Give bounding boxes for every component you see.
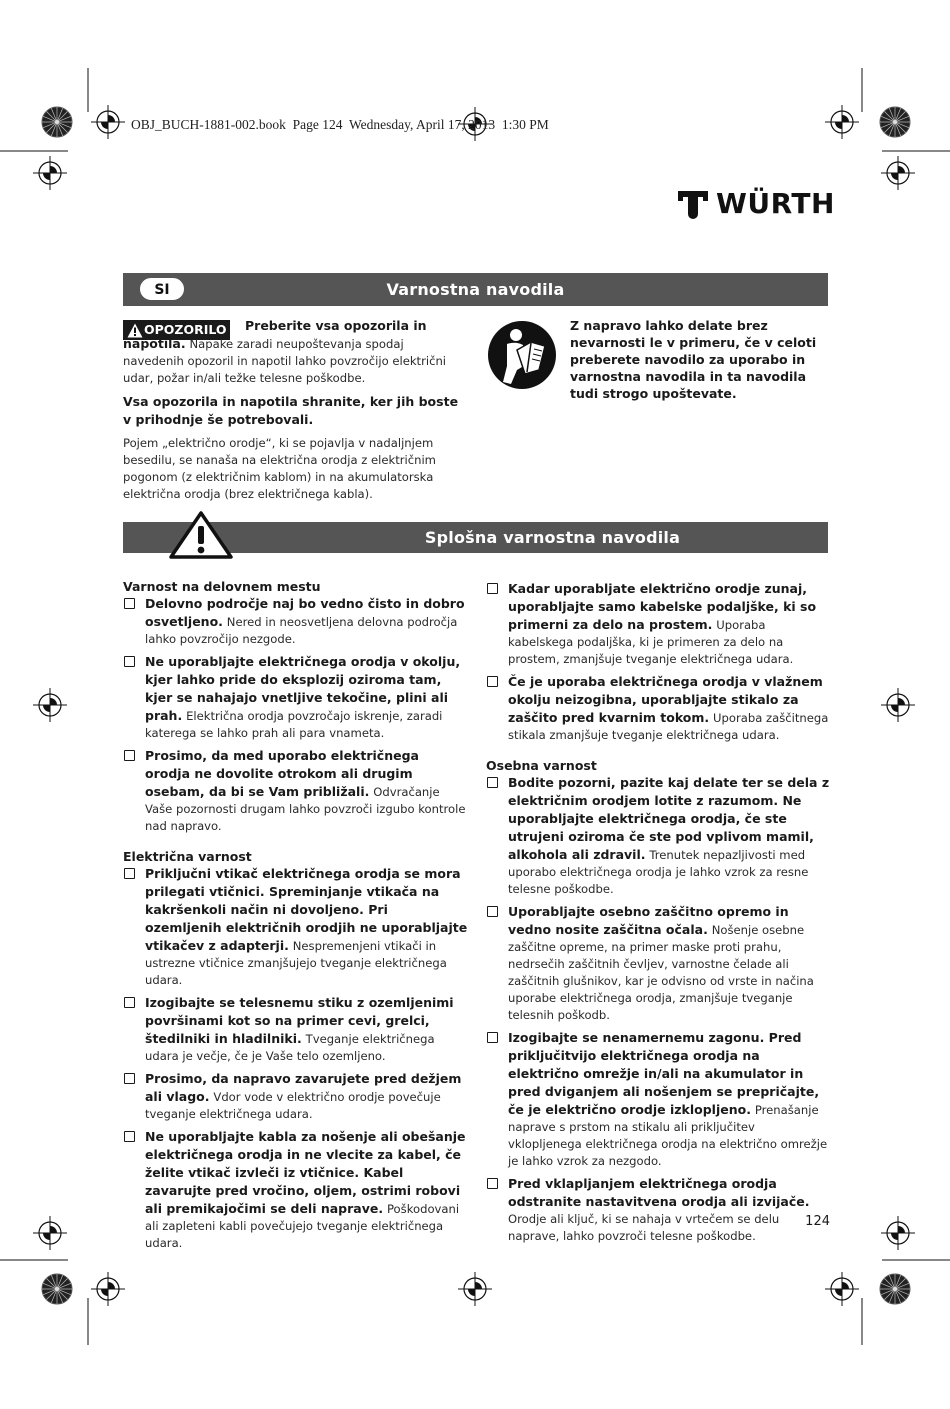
page-number: 124: [805, 1214, 830, 1229]
checkbox-icon: [124, 750, 135, 761]
list-item: Bodite pozorni, pazite kaj delate ter se dela z električnim orodjem lotite z razumom. Ne uporabljajte električnega orodja, če ste utrujeni oziroma če ste pod vplivom mamil, alkohola ali zdravil. Trenutek nepazljivosti med uporabo električnega orodja je lahko vzrok za resne telesne poškodbe.: [486, 774, 831, 898]
section1-left-column: [123, 317, 463, 503]
checkbox-icon: [487, 1032, 498, 1043]
list-item: Ne uporabljajte kabla za nošenje ali obešanje električnega orodja in ne vlecite za kabel, če želite vtikač izvleči iz vtičnice. Kabel zavarujte pred vročino, oljem, ostrimi robovi ali premikajočimi se deli naprave. Poškodovani ali zapleteni kabli povečujejo tveganje električnega udara.: [123, 1128, 468, 1252]
manual-notice: Z napravo lahko delate brez nevarnosti le v primeru, če v celoti preberete navodilo za uporabo in varnostna navodila in ta navodila tudi strogo upoštevate.: [570, 318, 817, 401]
warning-label: OPOZORILO: [144, 322, 227, 337]
list-item: Uporabljajte osebno zaščitno opremo in vedno nosite zaščitna očala. Nošenje osebne zaščitne opreme, na primer maske proti prahu, nedrsečih zaščitnih čevljev, varnostne čelade ali zaščitnih glušnikov, kar je odvisno od vrste in načina uporabe električnega orodja, zmanjšuje tveganje telesnih poškodb.: [486, 903, 831, 1024]
section2-right-column: [486, 580, 831, 1245]
checkbox-icon: [124, 997, 135, 1008]
checkbox-icon: [487, 583, 498, 594]
read-manual-icon: [487, 320, 557, 390]
section-title: Varnostna navodila: [386, 280, 565, 299]
list-item: Delovno področje naj bo vedno čisto in dobro osvetljeno. Nered in neosvetljena delovna področja lahko povzročijo nezgode.: [123, 595, 468, 648]
checkbox-icon: [124, 1131, 135, 1142]
keep-notice: Vsa opozorila in napotila shranite, ker jih boste v prihodnje še potrebovali.: [123, 394, 459, 427]
list-item: Prosimo, da napravo zavarujete pred dežjem ali vlago. Vdor vode v električno orodje povečuje tveganje električnega udara.: [123, 1070, 468, 1123]
list-item: Izogibajte se telesnemu stiku z ozemljenimi površinami kot so na primer cevi, grelci, štedilniki in hladilniki. Tveganje električnega udara je večje, če je Vaše telo ozemljeno.: [123, 994, 468, 1065]
section-banner-safety: [123, 273, 828, 306]
checkbox-icon: [124, 868, 135, 879]
intro-text: Napake zaradi neupoštevanja spodaj navedenih opozoril in napotil lahko povzročijo električni udar, požar in/ali težke telesne poškodbe.: [123, 337, 447, 385]
list-item: Pred vklapljanjem električnega orodja odstranite nastavitvena orodja ali izvijače. Orodje ali ključ, ki se nahaja v vrtečem se delu naprave, lahko povzroči telesne poškodbe.: [486, 1175, 831, 1245]
list-item: Če je uporaba električnega orodja v vlažnem okolju neizogibna, uporabljajte stikalo za zaščito pred kvarnim tokom. Uporaba zaščitnega stikala zmanjšuje tveganje električnega udara.: [486, 673, 831, 744]
checkbox-icon: [124, 656, 135, 667]
checkbox-icon: [124, 598, 135, 609]
wurth-logo: [676, 187, 835, 224]
wurth-logo-icon: [676, 188, 710, 222]
book-info-line: OBJ_BUCH-1881-002.book Page 124 Wednesday, April 17, 2013 1:30 PM: [131, 117, 549, 132]
checkbox-icon: [124, 1073, 135, 1084]
list-item: Prosimo, da med uporabo električnega orodja ne dovolite otrokom ali drugim osebam, da bi se Vam približali. Odvračanje Vaše pozornosti drugam lahko povzroči izgubo kontrole nad napravo.: [123, 747, 468, 835]
language-badge-label: SI: [154, 282, 170, 298]
subheading-personal: Osebna varnost: [486, 758, 597, 773]
list-item: Kadar uporabljate električno orodje zunaj, uporabljajte samo kabelske podaljške, ki so primerni za delo na prostem. Uporaba kabelskega podaljška, ki je primeren za delo na prostem, zmanjšuje tveganje električnega udara.: [486, 580, 831, 668]
list-item: Izogibajte se nenamernemu zagonu. Pred priključitvijo električnega orodja na električno omrežje in/ali na akumulator in pred dviganjem ali nošenjem se prepričajte, če je električno orodje izklopljeno. Prenašanje naprave s prstom na stikalu ali priključitev vklopljenega električnega orodja na električno omrežje je lahko vzrok za nezgodo.: [486, 1029, 831, 1170]
checkbox-icon: [487, 777, 498, 788]
list-item: Ne uporabljajte električnega orodja v okolju, kjer lahko pride do eksplozij oziroma tam, kjer se nahajajo vnetljive tekočine, plini ali prah. Električna orodja povzročajo iskrenje, zaradi katerega se lahko prah ali para vnameta.: [123, 653, 468, 742]
section2-left-column: [123, 578, 468, 1252]
checkbox-icon: [487, 906, 498, 917]
subheading-electrical: Električna varnost: [123, 849, 252, 864]
warning-triangle-icon: [168, 510, 234, 560]
subheading-workplace: Varnost na delovnem mestu: [123, 579, 321, 594]
banner-triangle-holder: [168, 510, 234, 560]
section-title: Splošna varnostna navodila: [424, 528, 681, 547]
term-definition: Pojem „električno orodje“, ki se pojavlja v nadaljnjem besedilu, se nanaša na električna orodja z električnim pogonom (z električnim kablom) in na akumulatorska električna orodja (brez električnega kabla).: [123, 436, 436, 501]
checkbox-icon: [487, 676, 498, 687]
checkbox-icon: [487, 1178, 498, 1189]
brand-name: WÜRTH: [716, 187, 835, 220]
intro-bold: Preberite vsa opozorila in napotila.: [123, 318, 427, 351]
list-item: Priključni vtikač električnega orodja se mora prilegati vtičnici. Spreminjanje vtikača na kakršenkoli način ni dovoljeno. Pri ozemljenih električnih orodjih ne uporabljajte vtikačev z adapterji. Nespremenjeni vtikači in ustrezne vtičnice zmanjšujejo tveganje električnega udara.: [123, 865, 468, 989]
